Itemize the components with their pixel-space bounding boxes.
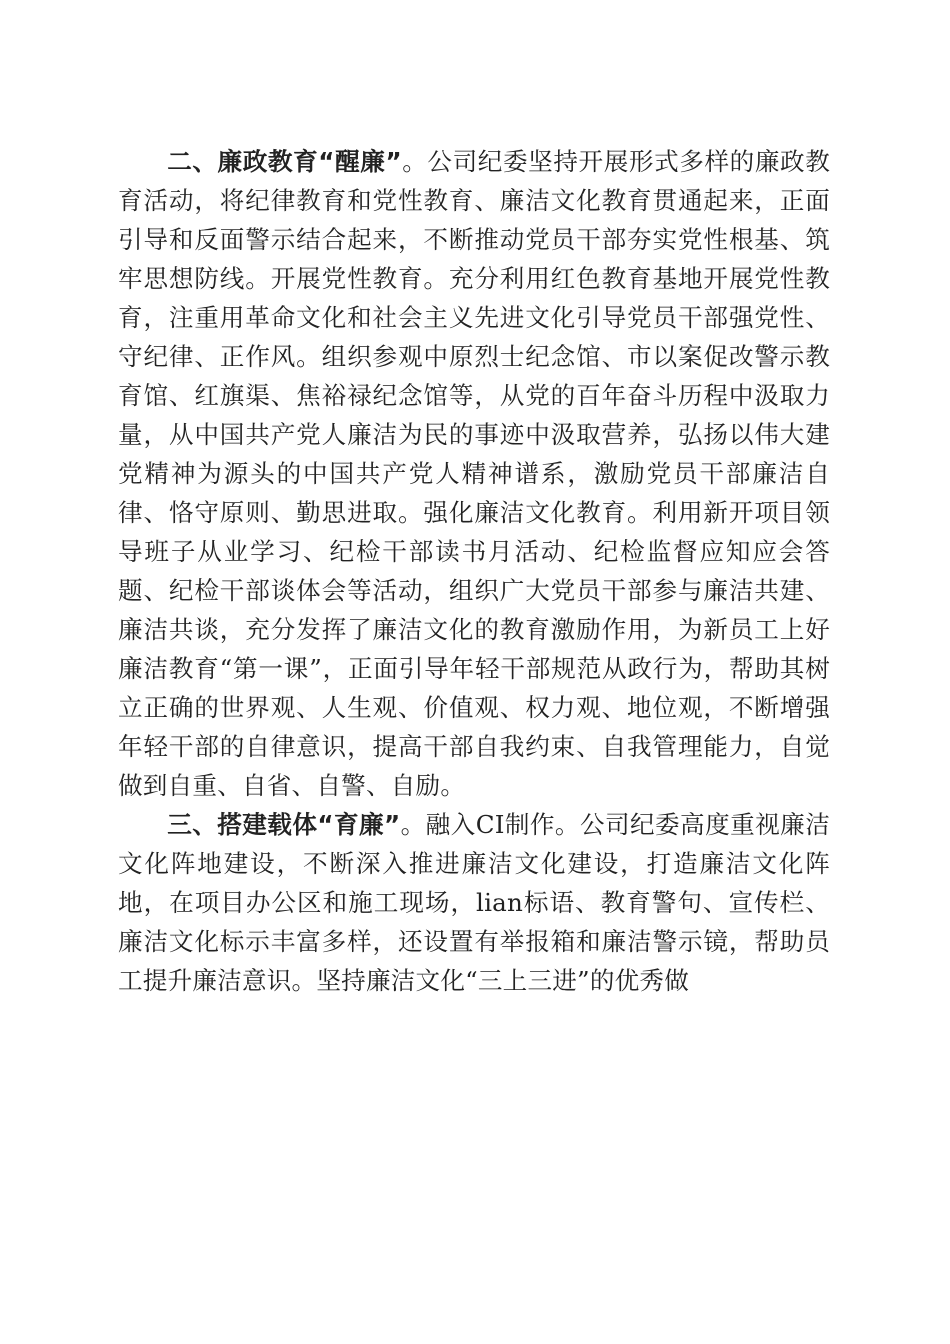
- section-heading-build-carriers: 三、搭建载体“育廉”: [167, 810, 401, 839]
- paragraph-integrity-education: [118, 142, 830, 805]
- document-page: [118, 142, 830, 1000]
- paragraph-build-carriers: [118, 805, 830, 1000]
- section-heading-integrity-education: 二、廉政教育“醒廉”: [167, 147, 402, 176]
- section-body-integrity-education: 。公司纪委坚持开展形式多样的廉政教育活动，将纪律教育和党性教育、廉洁文化教育贯通起来，正面引导和反面警示结合起来，不断推动党员干部夯实党性根基、筑牢思想防线。开展党性教育。充分利用红色教育基地开展党性教育，注重用革命文化和社会主义先进文化引导党员干部强党性、守纪律、正作风。组织参观中原烈士纪念馆、市以案促改警示教育馆、红旗渠、焦裕禄纪念馆等，从党的百年奋斗历程中汲取力量，从中国共产党人廉洁为民的事迹中汲取营养，弘扬以伟大建党精神为源头的中国共产党人精神谱系，激励党员干部廉洁自律、恪守原则、勤思进取。强化廉洁文化教育。利用新开项目领导班子从业学习、纪检干部读书月活动、纪检监督应知应会答题、纪检干部谈体会等活动，组织广大党员干部参与廉洁共建、廉洁共谈，充分发挥了廉洁文化的教育激励作用，为新员工上好廉洁教育“第一课”，正面引导年轻干部规范从政行为，帮助其树立正确的世界观、人生观、价值观、权力观、地位观，不断增强年轻干部的自律意识，提高干部自我约束、自我管理能力，自觉做到自重、自省、自警、自励。: [118, 147, 830, 800]
- section-body-build-carriers: 。融入CI制作。公司纪委高度重视廉洁文化阵地建设，不断深入推进廉洁文化建设，打造廉洁文化阵地，在项目办公区和施工现场，lian标语、教育警句、宣传栏、廉洁文化标示丰富多样，还设置有举报箱和廉洁警示镜，帮助员工提升廉洁意识。坚持廉洁文化“三上三进”的优秀做: [118, 810, 830, 995]
